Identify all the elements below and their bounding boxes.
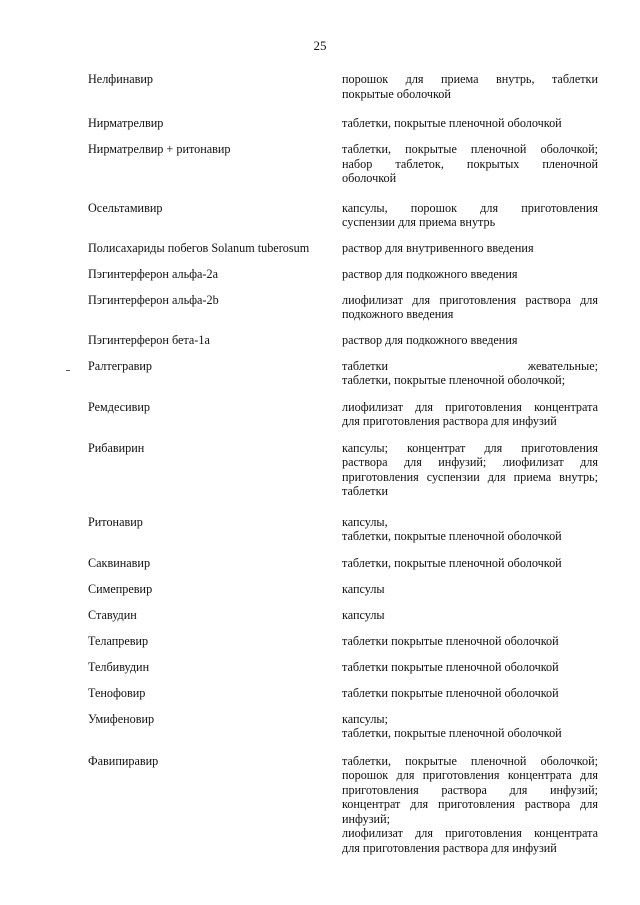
dosage-forms <box>342 754 598 856</box>
drug-name: Умифеновир <box>88 711 155 726</box>
dosage-form-line: покрытые оболочкой <box>342 86 451 101</box>
table-row <box>88 608 598 623</box>
dosage-forms <box>342 686 598 701</box>
table-row <box>88 241 598 256</box>
dosage-forms <box>342 359 598 388</box>
table-row <box>88 712 598 741</box>
dosage-forms <box>342 142 598 186</box>
dosage-form-line: оболочкой <box>342 171 397 185</box>
dosage-form-line: лиофилизат для приготовления концентрата <box>342 399 598 414</box>
dosage-form-line: таблетки, покрытые пленочной оболочкой; <box>342 142 598 156</box>
dosage-forms <box>342 556 598 571</box>
dosage-form-line: капсулы; <box>342 711 388 726</box>
drug-name: Ремдесивир <box>88 399 150 414</box>
drug-name: Нелфинавир <box>88 72 154 86</box>
dosage-form-line: таблетки <box>342 484 389 498</box>
drug-name: Нирматрелвир + ритонавир <box>88 142 231 156</box>
table-row <box>88 267 598 282</box>
drug-name: Рибавирин <box>88 440 145 455</box>
dosage-forms <box>342 72 598 101</box>
dosage-forms <box>342 333 598 348</box>
dosage-forms <box>342 201 598 230</box>
dosage-forms <box>342 267 598 282</box>
dosage-form-line: таблетки, покрытые пленочной оболочкой <box>342 726 562 740</box>
dosage-forms <box>342 582 598 597</box>
dosage-form-line: приготовления суспензии для приема внутрь; <box>342 469 598 484</box>
dosage-forms <box>342 293 598 322</box>
dosage-form-line: таблетки покрытые пленочной оболочкой <box>342 633 559 648</box>
dosage-form-line: капсулы <box>342 581 385 596</box>
dosage-form-line: таблетки жевательные; <box>342 358 598 373</box>
dosage-form-line: капсулы; концентрат для приготовления <box>342 440 598 455</box>
drug-name: Осельтамивир <box>88 200 163 215</box>
dosage-form-line: приготовления раствора для инфузий; <box>342 782 598 797</box>
table-row <box>88 293 598 322</box>
table-row <box>88 116 598 131</box>
dosage-form-line: концентрат для приготовления раствора для <box>342 797 598 811</box>
drug-name: Фавипиравир <box>88 753 159 768</box>
dosage-form-line: раствор для внутривенного введения <box>342 240 534 255</box>
dosage-form-line: раствора для инфузий; лиофилизат для <box>342 455 598 469</box>
table-row <box>88 400 598 429</box>
dosage-form-line: таблетки, покрытые пленочной оболочкой <box>342 116 562 130</box>
dosage-form-line: для приготовления раствора для инфузий <box>342 414 557 428</box>
dosage-forms <box>342 400 598 429</box>
table-row <box>88 660 598 675</box>
dosage-form-line: таблетки покрытые пленочной оболочкой <box>342 685 559 700</box>
drug-table <box>88 72 598 855</box>
drug-name: Пэгинтерферон альфа-2b <box>88 292 219 307</box>
drug-name: Ритонавир <box>88 514 143 529</box>
dosage-form-line: порошок для приема внутрь, таблетки <box>342 72 598 86</box>
drug-name: Ставудин <box>88 607 137 622</box>
dosage-forms <box>342 441 598 499</box>
drug-name: Нирматрелвир <box>88 116 164 130</box>
drug-name: Телбивудин <box>88 659 150 674</box>
dosage-form-line: лиофилизат для приготовления раствора для <box>342 292 598 307</box>
dosage-form-line: лиофилизат для приготовления концентрата <box>342 826 598 840</box>
table-row <box>88 582 598 597</box>
dosage-form-line: порошок для приготовления концентрата для <box>342 768 598 782</box>
dosage-form-line: раствор для подкожного введения <box>342 332 518 347</box>
dosage-form-line: капсулы <box>342 607 385 622</box>
dosage-form-line: подкожного введения <box>342 307 454 321</box>
dosage-form-line: инфузий; <box>342 811 390 826</box>
dosage-forms <box>342 660 598 675</box>
dosage-form-line: таблетки, покрытые пленочной оболочкой <box>342 529 562 543</box>
dosage-form-line: раствор для подкожного введения <box>342 266 518 281</box>
dosage-forms <box>342 515 598 544</box>
dosage-form-line: суспензии для приема внутрь <box>342 215 496 229</box>
table-row <box>88 441 598 499</box>
drug-name: Телапревир <box>88 633 149 648</box>
dosage-form-line: таблетки, покрытые пленочной оболочкой; <box>342 753 598 768</box>
dosage-forms <box>342 712 598 741</box>
drug-name: Тенофовир <box>88 685 146 700</box>
drug-name: Полисахариды побегов Solanum tuberosum <box>88 240 310 255</box>
drug-name: Саквинавир <box>88 555 151 570</box>
table-row <box>88 201 598 230</box>
dosage-form-line: капсулы, <box>342 514 388 529</box>
dosage-form-line: таблетки, покрытые пленочной оболочкой <box>342 555 562 570</box>
table-row <box>88 754 598 856</box>
table-row <box>88 634 598 649</box>
drug-name: Ралтегравир <box>88 358 152 373</box>
dosage-forms <box>342 116 598 131</box>
dosage-form-line: таблетки покрытые пленочной оболочкой <box>342 659 559 674</box>
table-row <box>88 556 598 571</box>
table-row <box>88 142 598 186</box>
dosage-form-line: капсулы, порошок для приготовления <box>342 200 598 215</box>
dosage-form-line: таблетки, покрытые пленочной оболочкой; <box>342 373 566 387</box>
stray-mark <box>66 370 70 371</box>
table-row <box>88 515 598 544</box>
drug-name: Симепревир <box>88 581 153 596</box>
dosage-form-line: для приготовления раствора для инфузий <box>342 840 557 855</box>
table-row <box>88 359 598 388</box>
table-row <box>88 72 598 101</box>
drug-name: Пэгинтерферон бета-1а <box>88 332 210 347</box>
dosage-forms <box>342 241 598 256</box>
page-number: 25 <box>313 38 327 53</box>
drug-name: Пэгинтерферон альфа-2а <box>88 266 218 281</box>
dosage-forms <box>342 634 598 649</box>
dosage-forms <box>342 608 598 623</box>
dosage-form-line: набор таблеток, покрытых пленочной <box>342 156 598 171</box>
table-row <box>88 686 598 701</box>
table-row <box>88 333 598 348</box>
